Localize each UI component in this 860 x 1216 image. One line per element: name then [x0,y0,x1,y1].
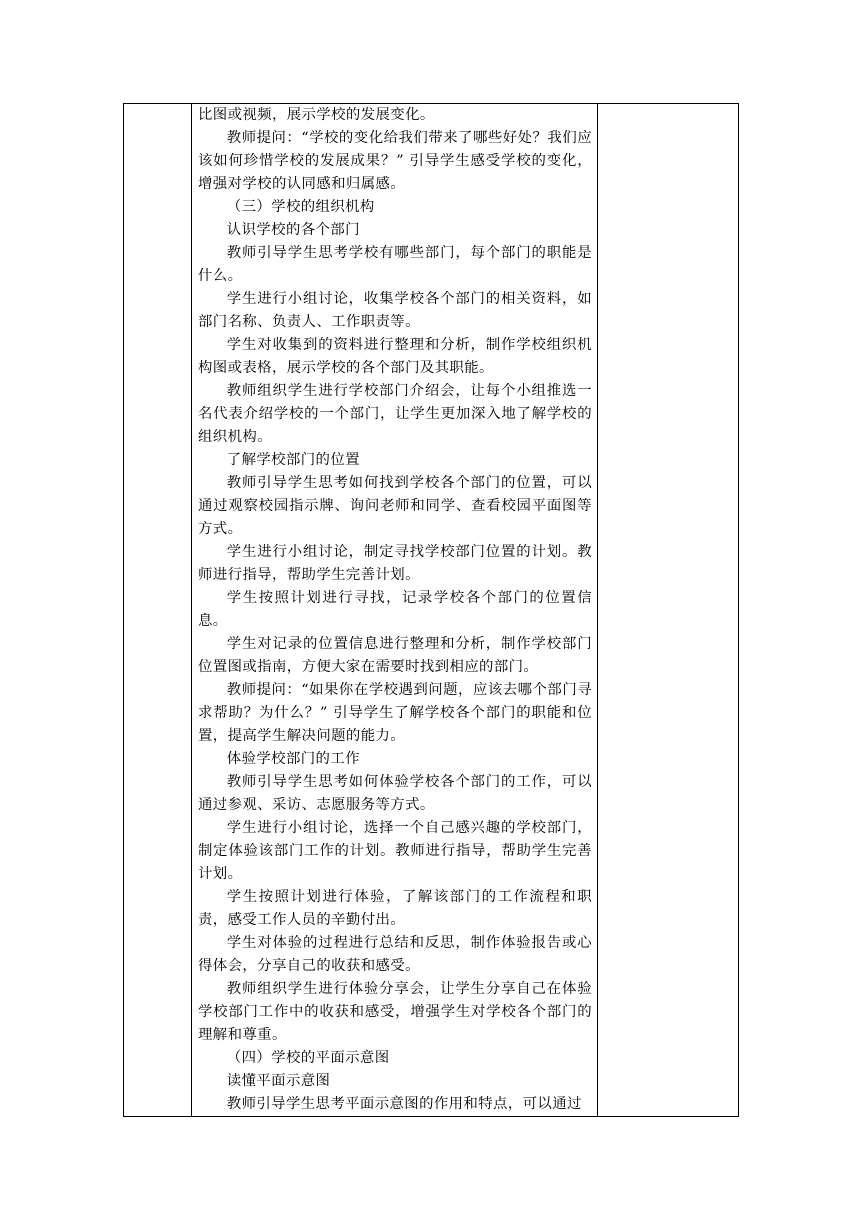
lesson-plan-table [123,103,739,1117]
paragraph: 教师提问：“如果你在学校遇到问题，应该去哪个部门寻求帮助？为什么？” 引导学生了解学校各个部门的职能和位置，提高学生解决问题的能力。 [198,682,592,744]
paragraph: 学生进行小组讨论，制定寻找学校部门位置的计划。教师进行指导，帮助学生完善计划。 [198,544,592,583]
paragraph: 教师引导学生思考平面示意图的作用和特点，可以通过 [226,1096,582,1112]
left-column-cell [124,104,192,1117]
lesson-content [192,104,597,1116]
right-column-cell [598,104,739,1117]
paragraph: 学生进行小组讨论，选择一个自己感兴趣的学校部门，制定体验该部门工作的计划。教师进行指导，帮助学生完善计划。 [198,820,592,882]
section-heading: （三）学校的组织机构 [226,199,375,215]
subsection-heading: 了解学校部门的位置 [226,452,360,468]
table-row [124,104,739,1117]
paragraph: 学生对收集到的资料进行整理和分析，制作学校组织机构图或表格，展示学校的各个部门及其职能。 [198,337,592,376]
paragraph-continuation: 比图或视频，展示学校的发展变化。 [198,107,435,123]
section-heading: （四）学校的平面示意图 [226,1050,390,1066]
subsection-heading: 体验学校部门的工作 [226,751,360,767]
subsection-heading: 读懂平面示意图 [226,1073,331,1089]
paragraph: 教师组织学生进行学校部门介绍会，让每个小组推选一名代表介绍学校的一个部门，让学生更加深入地了解学校的组织机构。 [198,383,592,445]
paragraph: 教师引导学生思考如何体验学校各个部门的工作，可以通过参观、采访、志愿服务等方式。 [198,774,592,813]
paragraph: 学生进行小组讨论，收集学校各个部门的相关资料，如部门名称、负责人、工作职责等。 [198,291,592,330]
content-column-cell [192,104,598,1117]
subsection-heading: 认识学校的各个部门 [226,222,360,238]
paragraph: 学生按照计划进行寻找，记录学校各个部门的位置信息。 [198,590,592,629]
paragraph: 学生对记录的位置信息进行整理和分析，制作学校部门位置图或指南，方便大家在需要时找到相应的部门。 [198,636,592,675]
paragraph: 学生对体验的过程进行总结和反思，制作体验报告或心得体会，分享自己的收获和感受。 [198,935,592,974]
paragraph: 教师提问：“学校的变化给我们带来了哪些好处？我们应该如何珍惜学校的发展成果？” 引导学生感受学校的变化，增强对学校的认同感和归属感。 [198,130,592,192]
paragraph: 教师组织学生进行体验分享会，让学生分享自己在体验学校部门工作中的收获和感受，增强学生对学校各个部门的理解和尊重。 [198,981,592,1043]
paragraph: 学生按照计划进行体验，了解该部门的工作流程和职责，感受工作人员的辛勤付出。 [198,889,592,928]
paragraph: 教师引导学生思考学校有哪些部门，每个部门的职能是什么。 [198,245,592,284]
paragraph: 教师引导学生思考如何找到学校各个部门的位置，可以通过观察校园指示牌、询问老师和同学、查看校园平面图等方式。 [198,475,592,537]
